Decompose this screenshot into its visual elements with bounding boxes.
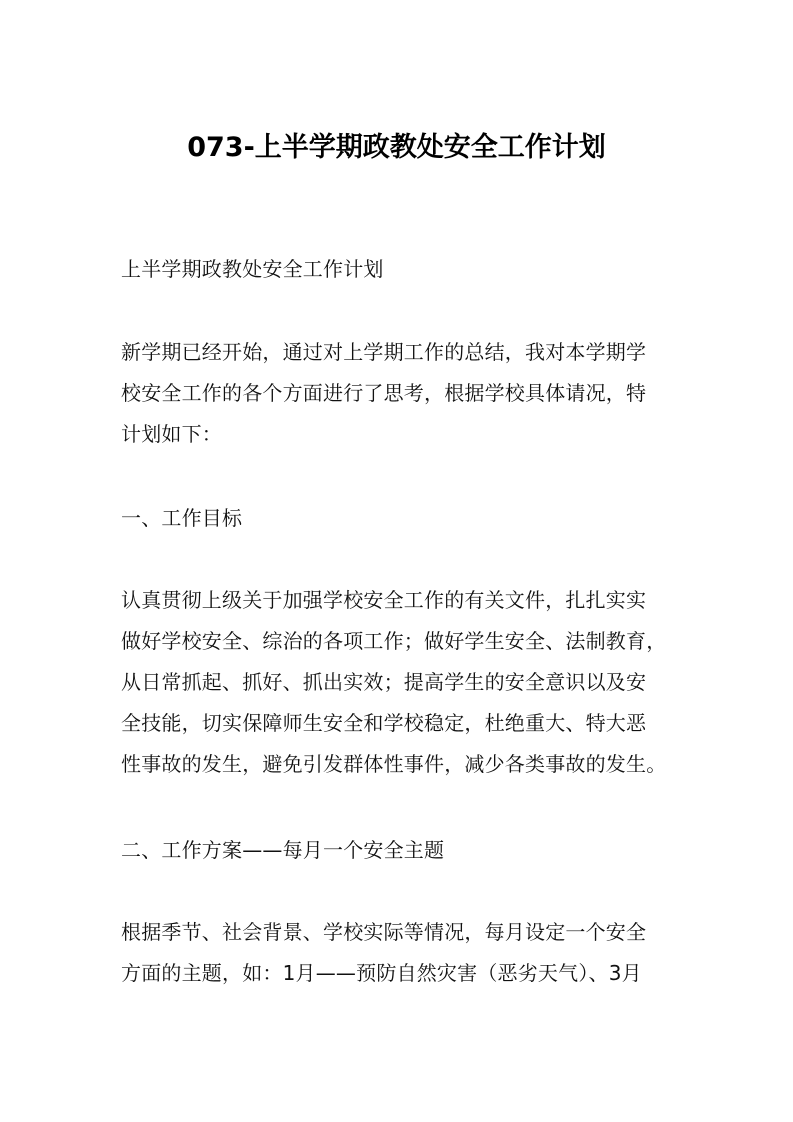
document-subtitle <box>121 249 691 290</box>
paragraph-line: 方面的主题，如：1月——预防自然灾害（恶劣天气）、3月 <box>121 961 642 985</box>
document-title: 073-上半学期政教处安全工作计划 <box>187 132 606 163</box>
section-heading-plan <box>121 830 691 871</box>
heading-text: 二、工作方案——每月一个安全主题 <box>121 838 445 862</box>
section-heading-goals <box>121 498 691 539</box>
paragraph-line: 根据季节、社会背景、学校实际等情况，每月设定一个安全 <box>121 920 647 944</box>
subtitle-text: 上半学期政教处安全工作计划 <box>121 257 384 281</box>
plan-paragraph <box>121 912 691 994</box>
intro-paragraph <box>121 332 691 455</box>
paragraph-line: 做好学校安全、综治的各项工作；做好学生安全、法制教育， <box>121 629 667 653</box>
paragraph-line: 从日常抓起、抓好、抓出实效；提高学生的安全意识以及安 <box>121 670 647 694</box>
paragraph-line: 全技能，切实保障师生安全和学校稳定，杜绝重大、特大恶 <box>121 711 647 735</box>
goals-paragraph <box>121 580 691 785</box>
paragraph-line: 校安全工作的各个方面进行了思考，根据学校具体请况，特 <box>121 381 647 405</box>
paragraph-line: 新学期已经开始，通过对上学期工作的总结，我对本学期学 <box>121 340 647 364</box>
paragraph-line: 性事故的发生，避免引发群体性事件，减少各类事故的发生。 <box>121 752 667 776</box>
paragraph-line: 认真贯彻上级关于加强学校安全工作的有关文件，扎扎实实 <box>121 588 647 612</box>
paragraph-line: 计划如下： <box>121 422 222 446</box>
heading-text: 一、工作目标 <box>121 506 243 530</box>
